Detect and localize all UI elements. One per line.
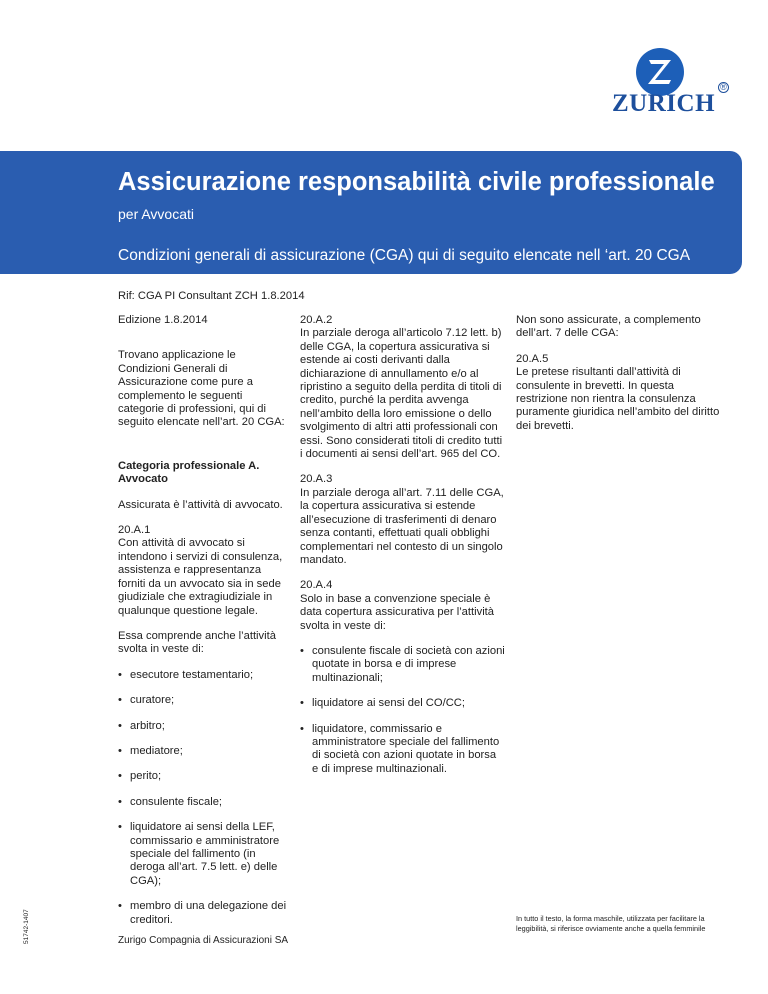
gender-note: In tutto il testo, la forma maschile, utilizzata per facilitare la leggibilità, si riferisce ovviamente anche a quella femminile (516, 914, 706, 933)
section-20-a-1 (118, 524, 290, 618)
cga-reference: Condizioni generali di assicurazione (CGA) qui di seguito elencate nell ‘art. 20 CGA (118, 247, 691, 264)
section-text: In parziale deroga all’art. 7.11 delle CGA, la copertura assicurativa si estende all’esecuzione di trasferimenti di denaro senza contanti, effettuati quali obblighi complementari nel contesto di un singolo mandato. (300, 486, 504, 566)
list-item: • membro di una delegazione dei creditori. (118, 900, 290, 927)
insured-activity: Assicurata è l’attività di avvocato. (118, 498, 283, 511)
list-item: • liquidatore ai sensi della LEF, commissario e amministratore speciale del fallimento (in deroga all’art. 7.5 lett. e) delle CGA); (118, 821, 290, 888)
registered-mark: ® (718, 82, 729, 93)
not-insured-paragraph: Non sono assicurate, a complemento dell’art. 7 delle CGA: (516, 314, 701, 340)
document-subtitle: per Avvocati (118, 206, 195, 222)
list-item: • liquidatore ai sensi del CO/CC; (300, 697, 505, 710)
edition: Edizione 1.8.2014 (118, 314, 208, 326)
section-code: 20.A.2 (300, 314, 333, 326)
company-name: Zurigo Compagnia di Assicurazioni SA (118, 935, 289, 946)
section-code: 20.A.1 (118, 524, 151, 537)
document-title: Assicurazione responsabilità civile professionale (118, 168, 715, 196)
list-item: • curatore; (118, 694, 290, 707)
list-item: • consulente fiscale; (118, 796, 290, 809)
list-item: • arbitro; (118, 720, 290, 733)
logo-wordmark: ZURICH (612, 90, 716, 117)
section-text: In parziale deroga all’articolo 7.12 lett. b) delle CGA, la copertura assicurativa si estende ai costi derivanti dalla dichiarazione di annullamento e/o al ripristino a seguito della perdita di titoli di credito, purché la perdita avvenga nell’ambito della loro emissione o dello svolgimento di altri atti professionali con essi. Sono considerati titoli di credito tutti i documenti ai sensi dell’art. 965 del CO. (300, 327, 503, 461)
document-code: 51742-1407 (23, 909, 30, 944)
title-banner (0, 151, 742, 274)
section-text: Con attività di avvocato si intendono i servizi di consulenza, assistenza e rappresentanza forniti da un avvocato sia in sede giudiziale che extragiudiziale in qualunque questione legale. (118, 537, 283, 617)
list-item: • consulente fiscale di società con azioni quotate in borsa e di imprese multinazionali; (300, 645, 505, 685)
section-20-a-4 (300, 579, 505, 633)
section-20-a-3 (300, 473, 505, 567)
reference-line: Rif: CGA PI Consultant ZCH 1.8.2014 (118, 290, 305, 302)
column-2 (300, 314, 505, 788)
category-heading: Categoria professionale A. Avvocato (118, 459, 260, 486)
intro-paragraph: Trovano applicazione le Condizioni Generali di Assicurazione come pure a complemento le seguenti categorie di professioni, qui di seguito elencate nell’art. 20 CGA: (118, 349, 285, 429)
list-item: • mediatore; (118, 745, 290, 758)
section-code: 20.A.4 (300, 579, 333, 592)
section-20-a-5 (516, 353, 724, 433)
section-text: Solo in base a convenzione speciale è data copertura assicurativa per l’attività svolta in veste di: (300, 592, 495, 632)
section-code: 20.A.3 (300, 473, 333, 486)
column-3 (516, 314, 724, 445)
list-item: • liquidatore, commissario e amministratore speciale del fallimento di società con azioni quotate in borsa e di imprese multinazionali. (300, 723, 505, 777)
list-item: • perito; (118, 770, 290, 783)
includes-paragraph: Essa comprende anche l’attività svolta in veste di: (118, 629, 276, 656)
column-1 (118, 314, 290, 939)
section-text: Le pretese risultanti dall’attività di consulente in brevetti. In questa restrizione non rientra la consulenza puramente giuridica nell’ambito del diritto dei brevetti. (516, 366, 720, 432)
section-20-a-2 (300, 314, 505, 461)
zurich-z-icon (636, 48, 684, 96)
list-item: • esecutore testamentario; (118, 669, 290, 682)
section-code: 20.A.5 (516, 352, 549, 365)
zurich-logo (612, 48, 732, 118)
